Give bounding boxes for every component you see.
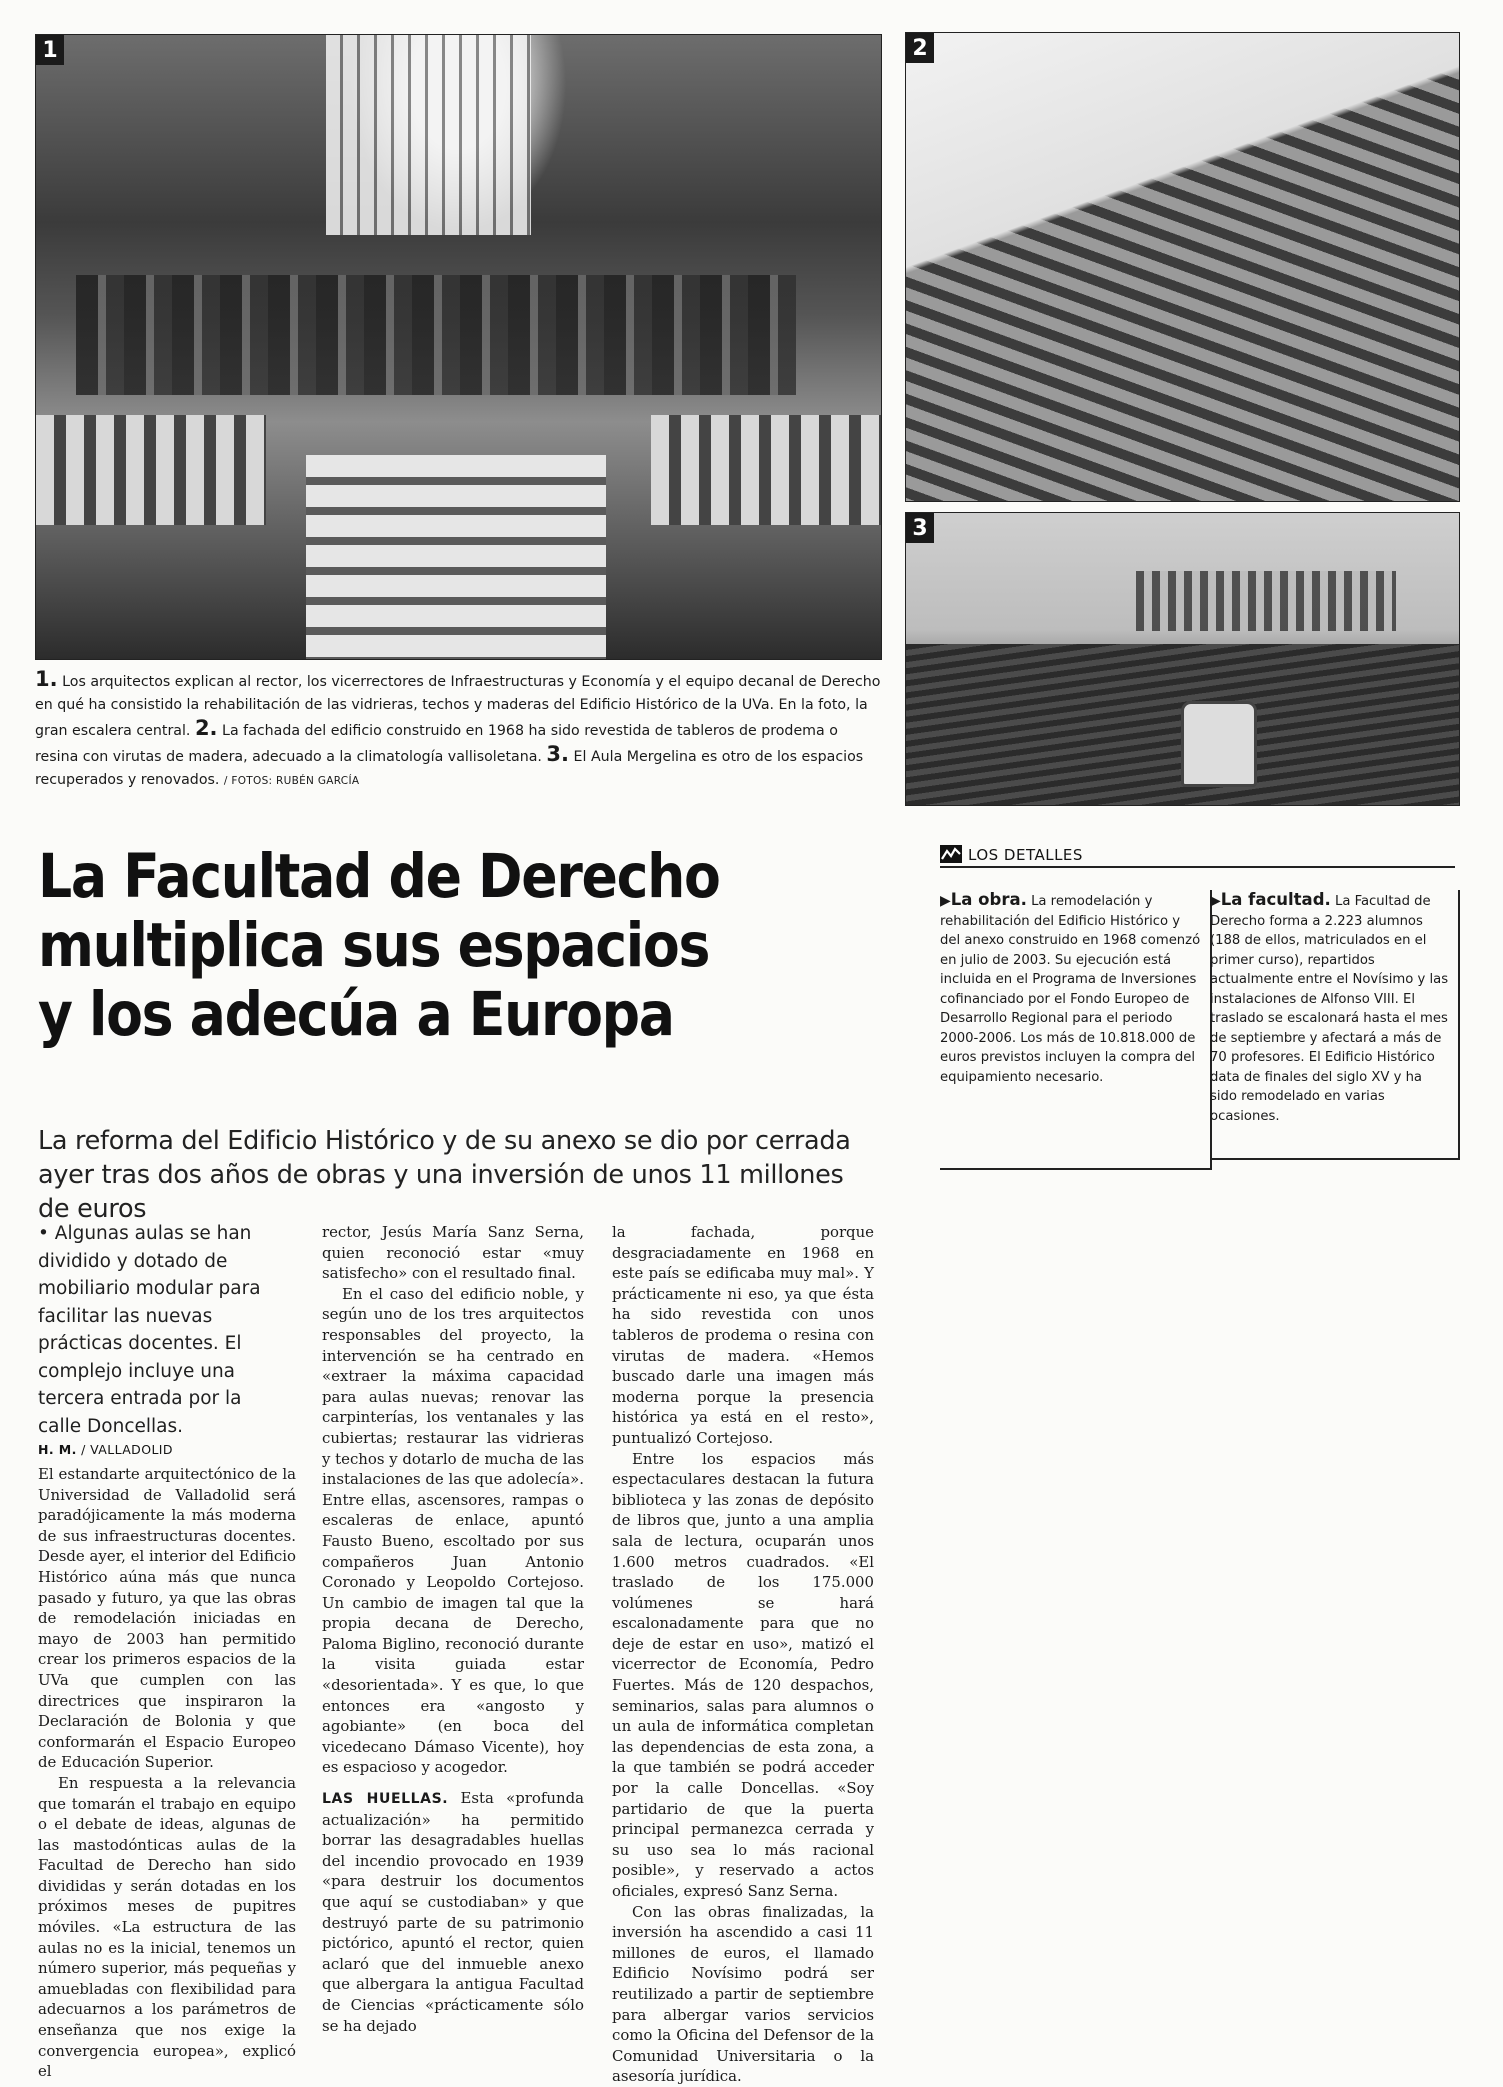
paragraph: Entre los espacios más espectaculares destacan la futura biblioteca y las zonas de depósito de libros que, junto a una amplia sala de lectura, ocuparán unos 1.600 metros cuadrados. «El traslado de los 175.000 volúmenes se hará escalonadamente para que no deje de estar en uso», matizó el vicerrector de Economía, Pedro Fuertes. Más de 120 despachos, seminarios, salas para alumnos o un aula de informática completan las dependencias de esta zona, a la que también se podrá acceder por la calle Doncellas. «Soy partidario de que la puerta principal permanezca cerrada y su uso sea lo más racional posible», y reservado a actos oficiales, expresó Sanz Serna. bbox=[612, 1449, 874, 1900]
headline bbox=[38, 842, 795, 1049]
chair bbox=[1181, 701, 1257, 787]
paragraph: Con las obras finalizadas, la inversión ha ascendido a casi 11 millones de euros, el llamado Edificio Novísimo podrá ser reutilizado a partir de septiembre para albergar varios servicios como la Oficina del Defensor de la Comunidad Universitaria o la asesoría jurídica. bbox=[612, 1902, 874, 2086]
arrow-icon: ▶ bbox=[940, 893, 951, 909]
summary-bullet: • Algunas aulas se han dividido y dotado de mobiliario modular para facilitar las nuevas prácticas docentes. El complejo incluye una tercera entrada por la calle Doncellas. bbox=[38, 1223, 261, 1437]
detail-obra-lead: La obra. bbox=[950, 890, 1027, 909]
group-of-people bbox=[1136, 571, 1396, 631]
photo-number-3: 3 bbox=[906, 513, 934, 543]
group-of-people bbox=[76, 275, 796, 395]
photo-credit: / FOTOS: RUBÉN GARCÍA bbox=[223, 775, 360, 787]
byline-place: / VALLADOLID bbox=[76, 1442, 173, 1457]
photo-facade bbox=[905, 32, 1460, 502]
paragraph: rector, Jesús María Sanz Serna, quien reconoció estar «muy satisfecho» con el resultado final. bbox=[322, 1223, 584, 1283]
balustrade-left bbox=[36, 415, 266, 525]
detail-facultad-lead: La facultad. bbox=[1220, 890, 1331, 909]
arrow-icon: ▶ bbox=[1210, 893, 1221, 909]
article-column-2 bbox=[322, 1222, 584, 2036]
photo-number-1: 1 bbox=[36, 35, 64, 65]
details-header bbox=[940, 844, 1455, 868]
photo-number-2: 2 bbox=[906, 33, 934, 63]
paragraph: En respuesta a la relevancia que tomarán el trabajo en equipo o el debate de ideas, algunas de las mastodónticas aulas de la Facultad de Derecho han sido divididas y serán dotadas en los próximos meses de pupitres móviles. «La estructura de las aulas no es la inicial, tenemos un número superior, más pequeñas y amuebladas con flexibilidad para adecuarnos a los parámetros de enseñanza que nos exige la convergencia europea», explicó el bbox=[38, 1773, 296, 2081]
detail-la-obra bbox=[940, 890, 1212, 1170]
caption-text-1: Los arquitectos explican al rector, los vicerrectores de Infraestructuras y Economía y el equipo decanal de Derecho en qué ha consistido la rehabilitación de las vidrieras, techos y maderas del Edificio Histórico de la UVa. En la foto, la gran escalera central. bbox=[35, 674, 881, 739]
photo-caption bbox=[35, 668, 885, 793]
headline-line-3: y los adecúa a Europa bbox=[38, 979, 674, 1050]
caption-number-2: 2. bbox=[194, 716, 218, 740]
paragraph: En el caso del edificio noble, y según uno de los tres arquitectos responsables del proyecto, la intervención se ha centrado en «extraer la máxima capacidad para aulas nuevas; renovar las carpinterías, los ventanales y las cubiertas; restaurar las vidrieras y techos y dotarlo de mucha de las instalaciones de las que adolecía». Entre ellas, ascensores, rampas o escaleras de enlace, apuntó Fausto Bueno, escoltado por sus compañeros Juan Antonio Coronado y Leopoldo Cortejoso. Un cambio de imagen tal que la propia decana de Derecho, Paloma Biglino, reconoció durante la visita guiada estar «desorientada». Y es que, lo que entonces era «angosto y agobiante» (en boca del vicedecano Dámaso Vicente), hoy es espacioso y acogedor. bbox=[322, 1284, 584, 1777]
staircase bbox=[306, 455, 606, 659]
zigzag-icon bbox=[940, 845, 962, 863]
section-kicker: LAS HUELLAS. bbox=[322, 1791, 449, 1808]
headline-line-2: multiplica sus espacios bbox=[38, 910, 710, 981]
detail-obra-text: La remodelación y rehabilitación del Edificio Histórico y del anexo construido en 1968 comenzó en julio de 2003. Su ejecución está incluida en el Programa de Inversiones cofinanciado por el Fondo Europeo de Desarrollo Regional para el periodo 2000-2006. Los más de 10.818.000 de euros previstos incluyen la compra del equipamiento necesario. bbox=[940, 894, 1201, 1085]
paragraph bbox=[322, 1788, 584, 2036]
caption-number-1: 1. bbox=[35, 667, 58, 691]
detail-facultad-text: La Facultad de Derecho forma a 2.223 alumnos (188 de ellos, matriculados en el primer curso), repartidos actualmente entre el Novísimo y las instalaciones de Alfonso VIII. El traslado se escalonará hasta el mes de septiembre y afectará a más de 70 profesores. El Edificio Histórico data de finales del siglo XV y ha sido remodelado en varias ocasiones. bbox=[1210, 894, 1449, 1124]
caption-number-3: 3. bbox=[546, 742, 570, 766]
byline-author: H. M. bbox=[38, 1442, 77, 1457]
photo-aula-mergelina bbox=[905, 512, 1460, 806]
stained-glass-window bbox=[326, 35, 531, 235]
headline-line-1: La Facultad de Derecho bbox=[38, 841, 720, 912]
caption-text-2: La fachada del edificio construido en 1968 ha sido revestida de tableros de prodema o resina con virutas de madera, adecuado a la climatología vallisoletana. bbox=[35, 723, 838, 765]
detail-la-facultad bbox=[1210, 890, 1460, 1160]
paragraph-text: Esta «profunda actualización» ha permitido borrar las desagradables huellas del incendio provocado en 1939 «para destruir los documentos que aquí se custodiaban» y que destruyó parte de su patrimonio pictórico, apuntó el rector, quien aclaró que del inmueble anexo que albergara la antigua Facultad de Ciencias «prácticamente sólo se ha dejado bbox=[322, 1789, 584, 2035]
article-column-3 bbox=[612, 1222, 874, 2087]
byline bbox=[38, 1442, 298, 1457]
details-title: LOS DETALLES bbox=[968, 846, 1083, 864]
paragraph: la fachada, porque desgraciadamente en 1968 en este país se edificaba muy mal». Y prácticamente ni eso, ya que ésta ha sido revestida con unos tableros de prodema o resina con virutas de madera. «Hemos buscado darle una imagen más moderna porque la presencia histórica ya está en el resto», puntualizó Cortejoso. bbox=[612, 1223, 874, 1447]
balustrade-right bbox=[651, 415, 881, 525]
caption-text-3: El Aula Mergelina es otro de los espacios recuperados y renovados. bbox=[35, 749, 864, 788]
subheadline: La reforma del Edificio Histórico y de su anexo se dio por cerrada ayer tras dos años de obras y una inversión de unos 11 millones de euros bbox=[38, 1126, 851, 1224]
photo-grand-staircase bbox=[35, 34, 882, 660]
paragraph: El estandarte arquitectónico de la Universidad de Valladolid será paradójicamente la más moderna de sus infraestructuras docentes. Desde ayer, el interior del Edificio Histórico aúna más que nunca pasado y futuro, ya que las obras de remodelación iniciadas en mayo de 2003 han permitido crear los primeros espacios de la UVa que cumplen con las directrices que inspiraron la Declaración de Bolonia y que conformarán el Espacio Europeo de Educación Superior. bbox=[38, 1465, 296, 1772]
article-column-1 bbox=[38, 1464, 296, 2082]
